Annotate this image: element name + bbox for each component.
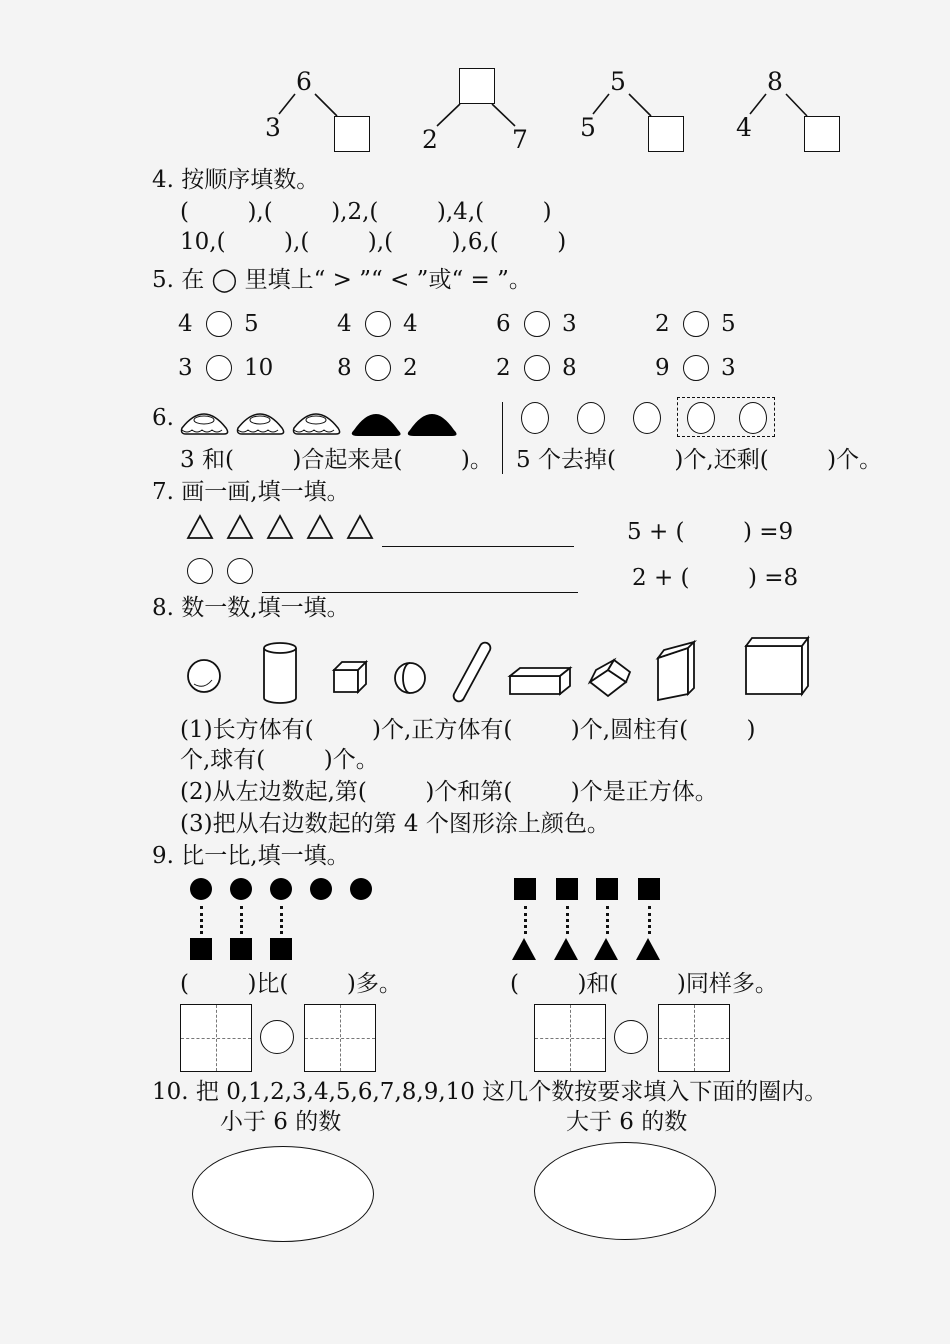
q6-number: 6. (152, 405, 174, 431)
q4-row-2: 10,( ),( ),( ),6,( ) (180, 229, 567, 255)
q5-left-number: 4 (178, 311, 193, 337)
match-line (566, 906, 569, 934)
q10-label-left: 小于 6 的数 (220, 1109, 342, 1135)
triangles-row (184, 512, 384, 542)
match-line (280, 906, 283, 934)
q5-compare-circle[interactable] (206, 355, 232, 381)
compose-left-number: 5 (580, 113, 596, 142)
q5-left-number: 4 (337, 311, 352, 337)
q5-right-number: 2 (403, 355, 418, 381)
black-square (230, 938, 252, 960)
q5-right-number: 10 (244, 355, 274, 381)
black-dot (310, 878, 332, 900)
q9-left-text: ( )比( )多。 (180, 971, 402, 997)
compose-left-number: 2 (422, 125, 438, 154)
compose-branch-lines (0, 0, 950, 170)
circle-shape (187, 558, 213, 584)
compose-top-number: 5 (610, 67, 626, 96)
black-dot (190, 878, 212, 900)
black-square (638, 878, 660, 900)
circle-shape (577, 402, 605, 434)
answer-grid-box[interactable] (180, 1004, 252, 1072)
q6-divider (502, 402, 503, 474)
circle-shape (521, 402, 549, 434)
compose-left-number: 4 (736, 113, 752, 142)
q5-left-number: 2 (496, 355, 511, 381)
q8-line-2: (2)从左边数起,第( )个和第( )个是正方体。 (180, 779, 718, 805)
match-line (240, 906, 243, 934)
q5-compare-circle[interactable] (365, 311, 391, 337)
q5-compare-circle[interactable] (683, 355, 709, 381)
q5-left-number: 2 (655, 311, 670, 337)
q5-compare-circle[interactable] (365, 355, 391, 381)
q5-left-number: 9 (655, 355, 670, 381)
q7-equation-1: 5 + ( ) =9 (627, 519, 794, 545)
q4-row-1: ( ),( ),2,( ),4,( ) (180, 199, 552, 225)
oval-less-than-6[interactable] (192, 1146, 374, 1242)
q5-compare-circle[interactable] (524, 355, 550, 381)
black-square (514, 878, 536, 900)
compare-circle[interactable] (260, 1020, 294, 1054)
compose-left-number: 3 (265, 113, 281, 142)
q5-compare-circle[interactable] (524, 311, 550, 337)
black-dot (230, 878, 252, 900)
q8-line-3: (3)把从右边数起的第 4 个图形涂上颜色。 (180, 811, 610, 837)
answer-grid-box[interactable] (658, 1004, 730, 1072)
q5-left-number: 3 (178, 355, 193, 381)
q5-compare-circle[interactable] (206, 311, 232, 337)
q9-title: 9. 比一比,填一填。 (152, 843, 350, 869)
q6-left-text: 3 和( )合起来是( )。 (180, 447, 493, 473)
hats-picture (178, 398, 468, 438)
q7-equation-2: 2 + ( ) =8 (632, 565, 799, 591)
q4-title: 4. 按顺序填数。 (152, 167, 320, 193)
black-square (556, 878, 578, 900)
circle-shape (687, 402, 715, 434)
q5-left-number: 8 (337, 355, 352, 381)
q5-right-number: 4 (403, 311, 418, 337)
q5-right-number: 5 (721, 311, 736, 337)
match-line (524, 906, 527, 934)
answer-grid-box[interactable] (534, 1004, 606, 1072)
q8-line-1b: 个,球有( )个。 (180, 747, 379, 773)
black-square (190, 938, 212, 960)
oval-greater-than-6[interactable] (534, 1142, 716, 1240)
black-dot (350, 878, 372, 900)
q5-right-number: 3 (721, 355, 736, 381)
q10-title: 10. 把 0,1,2,3,4,5,6,7,8,9,10 这几个数按要求填入下面的圈内。 (152, 1079, 828, 1105)
q7-title: 7. 画一画,填一填。 (152, 479, 350, 505)
match-line (648, 906, 651, 934)
black-triangles (510, 936, 666, 962)
match-line (606, 906, 609, 934)
compose-right-number: 7 (512, 125, 528, 154)
q5-right-number: 3 (562, 311, 577, 337)
compose-top-number: 6 (296, 67, 312, 96)
q8-title: 8. 数一数,填一填。 (152, 595, 350, 621)
drawing-line-2[interactable] (262, 592, 578, 593)
q5-right-number: 8 (562, 355, 577, 381)
match-line (200, 906, 203, 934)
answer-grid-box[interactable] (304, 1004, 376, 1072)
q8-line-1: (1)长方体有( )个,正方体有( )个,圆柱有( ) (180, 717, 756, 743)
circle-shape (633, 402, 661, 434)
black-square (596, 878, 618, 900)
q5-title: 5. 在 ◯ 里填上“ > ”“ < ”或“ = ”。 (152, 267, 532, 293)
solid-shapes-row (180, 630, 820, 706)
circle-shape (227, 558, 253, 584)
q5-compare-circle[interactable] (683, 311, 709, 337)
q6-right-text: 5 个去掉( )个,还剩( )个。 (516, 447, 883, 473)
drawing-line-1[interactable] (382, 546, 574, 547)
black-dot (270, 878, 292, 900)
compose-top-number: 8 (767, 67, 783, 96)
circle-shape (739, 402, 767, 434)
black-square (270, 938, 292, 960)
q5-left-number: 6 (496, 311, 511, 337)
compare-circle[interactable] (614, 1020, 648, 1054)
q9-right-text: ( )和( )同样多。 (510, 971, 778, 997)
q10-label-right: 大于 6 的数 (566, 1109, 688, 1135)
q5-right-number: 5 (244, 311, 259, 337)
